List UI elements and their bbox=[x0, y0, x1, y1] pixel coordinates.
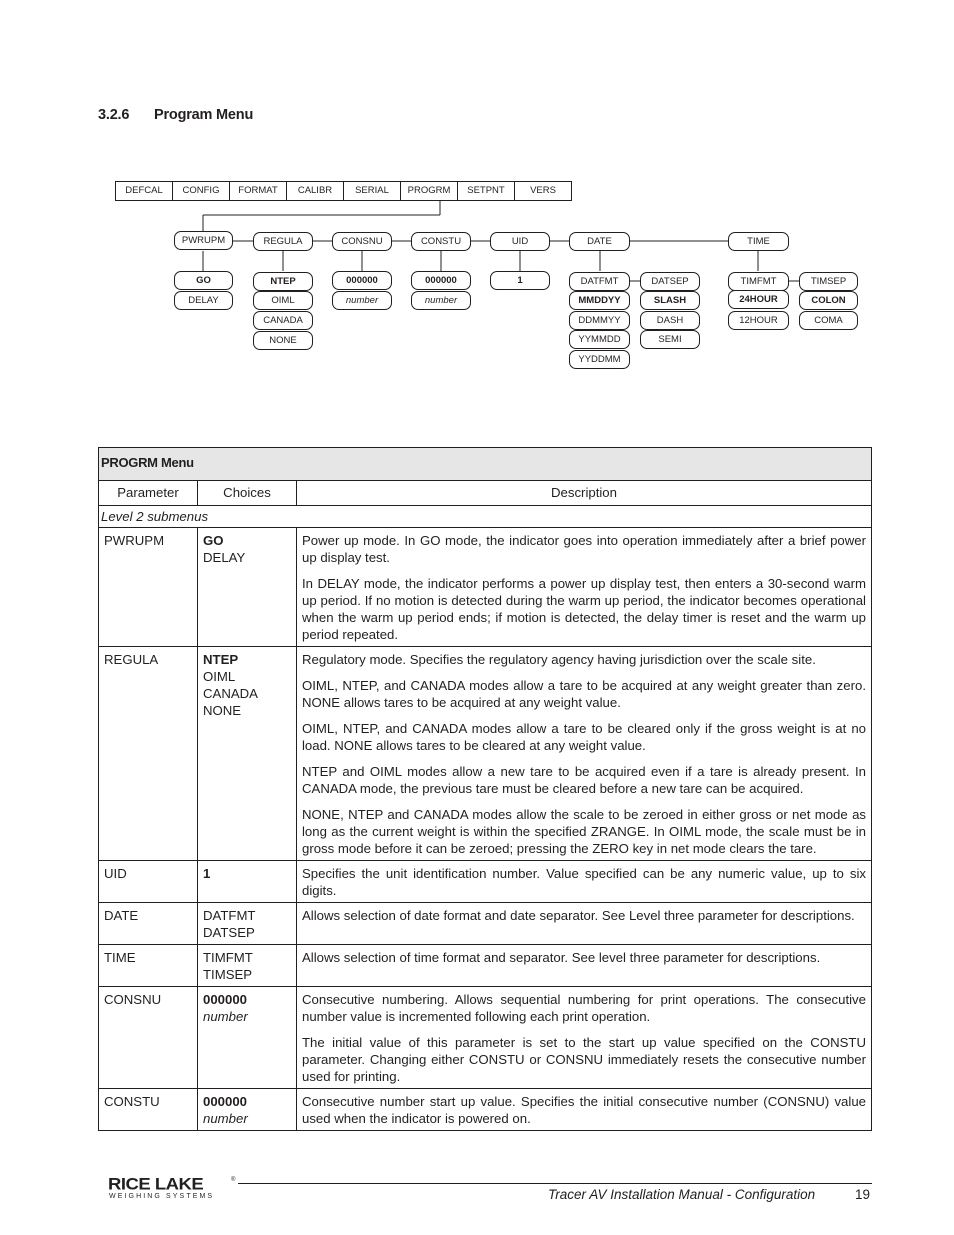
top-menu-progrm: PROGRM bbox=[400, 181, 458, 201]
rice-lake-logo bbox=[108, 1171, 236, 1207]
top-menu-serial: SERIAL bbox=[343, 181, 401, 201]
table-row bbox=[99, 987, 872, 1089]
logo-registered-mark: ® bbox=[231, 1177, 236, 1183]
choice: number bbox=[203, 1111, 248, 1126]
param-cell: DATE bbox=[99, 903, 198, 945]
description-cell bbox=[297, 987, 872, 1089]
choice: DELAY bbox=[203, 550, 246, 565]
choice: TIMSEP bbox=[203, 967, 253, 982]
section-title: Program Menu bbox=[154, 107, 254, 123]
logo-brand-text: RICE LAKE bbox=[108, 1174, 204, 1193]
node-timfmt-24hour: 24HOUR bbox=[728, 290, 789, 309]
progrm-menu-table bbox=[98, 447, 872, 1131]
table-row bbox=[99, 861, 872, 903]
node-pwrupm: PWRUPM bbox=[174, 231, 233, 250]
node-timsep-colon: COLON bbox=[799, 291, 858, 310]
node-consnu-number: number bbox=[332, 291, 392, 310]
table-row bbox=[99, 903, 872, 945]
choice: 1 bbox=[203, 866, 211, 881]
description-cell bbox=[297, 903, 872, 945]
node-datsep-dash: DASH bbox=[640, 311, 700, 330]
param-cell: CONSNU bbox=[99, 987, 198, 1089]
choice: NTEP bbox=[203, 652, 239, 667]
choice: GO bbox=[203, 533, 224, 548]
footer-manual-title: Tracer AV Installation Manual - Configuration bbox=[548, 1187, 816, 1202]
node-timfmt: TIMFMT bbox=[728, 272, 789, 291]
description-text: The initial value of this parameter is set to the start up value specified on the CONSTU parameter. Changing either CONSTU or CONSNU immediately resets the consecutive number used for printing. bbox=[302, 1035, 866, 1084]
choice: number bbox=[203, 1009, 248, 1024]
choice: 000000 bbox=[203, 1094, 248, 1109]
node-regula-none: NONE bbox=[253, 331, 313, 350]
node-uid: UID bbox=[490, 232, 550, 251]
node-consnu-default: 000000 bbox=[332, 271, 392, 290]
node-constu: CONSTU bbox=[411, 232, 471, 251]
top-menu-bar bbox=[116, 181, 572, 201]
node-datfmt-yyddmm: YYDDMM bbox=[569, 350, 630, 369]
choice: DATFMT bbox=[203, 908, 256, 923]
description-text: NONE, NTEP and CANADA modes allow the scale to be zeroed in either gross or net mode as long as the current weight is within the specified ZRANGE. In OIML mode, the scale must be in gross mode before it can be zeroed; pressing the ZERO key in net mode clears the tare. bbox=[302, 807, 866, 856]
node-uid-default: 1 bbox=[490, 271, 550, 290]
choices-cell bbox=[198, 647, 297, 861]
description-text: In DELAY mode, the indicator performs a power up display test, then enters a 30-second warm up period. If no motion is detected during the warm up period, the indicator becomes operational when the warm up period ends; if motion is detected, the delay timer is reset and the warm up period repeated. bbox=[302, 576, 866, 642]
node-pwrupm-go: GO bbox=[174, 271, 233, 290]
choice: TIMFMT bbox=[203, 950, 253, 965]
description-text: Allows selection of date format and date separator. See Level three parameter for descriptions. bbox=[302, 908, 855, 923]
footer-rule bbox=[238, 1183, 872, 1184]
logo-subtext: WEIGHING SYSTEMS bbox=[109, 1193, 215, 1200]
description-text: Power up mode. In GO mode, the indicator goes into operation immediately after a brief power up display test. bbox=[302, 533, 866, 565]
choice: OIML bbox=[203, 669, 236, 684]
level-label: Level 2 submenus bbox=[99, 506, 872, 528]
node-regula-oiml: OIML bbox=[253, 291, 313, 310]
node-constu-number: number bbox=[411, 291, 471, 310]
top-menu-config: CONFIG bbox=[172, 181, 230, 201]
param-cell: CONSTU bbox=[99, 1089, 198, 1131]
node-timfmt-12hour: 12HOUR bbox=[728, 311, 789, 330]
choices-cell bbox=[198, 528, 297, 647]
menu-diagram bbox=[0, 0, 954, 400]
choice: 000000 bbox=[203, 992, 248, 1007]
node-datfmt-mmddyy: MMDDYY bbox=[569, 291, 630, 310]
column-header-description: Description bbox=[297, 481, 872, 506]
column-header-parameter: Parameter bbox=[99, 481, 198, 506]
description-cell bbox=[297, 647, 872, 861]
description-text: Specifies the unit identification number. Value specified can be any numeric value, up to six digits. bbox=[302, 866, 866, 898]
node-datsep: DATSEP bbox=[640, 272, 700, 291]
table-row bbox=[99, 647, 872, 861]
node-timsep: TIMSEP bbox=[799, 272, 858, 291]
node-constu-default: 000000 bbox=[411, 271, 471, 290]
node-regula-canada: CANADA bbox=[253, 311, 313, 330]
node-consnu: CONSNU bbox=[332, 232, 392, 251]
description-cell bbox=[297, 861, 872, 903]
param-cell: UID bbox=[99, 861, 198, 903]
top-menu-calibr: CALIBR bbox=[286, 181, 344, 201]
node-datfmt: DATFMT bbox=[569, 272, 630, 291]
node-datsep-slash: SLASH bbox=[640, 291, 700, 310]
section-number: 3.2.6 bbox=[98, 107, 130, 123]
page-number: 19 bbox=[855, 1187, 871, 1202]
top-menu-defcal: DEFCAL bbox=[115, 181, 173, 201]
node-datfmt-ddmmyy: DDMMYY bbox=[569, 311, 630, 330]
table-row bbox=[99, 1089, 872, 1131]
node-timsep-coma: COMA bbox=[799, 311, 858, 330]
table-title: PROGRM Menu bbox=[99, 448, 872, 481]
node-regula-ntep: NTEP bbox=[253, 272, 313, 291]
node-date: DATE bbox=[569, 232, 630, 251]
description-text: Consecutive numbering. Allows sequential numbering for print operations. The consecutive number value is incremented following each print operation. bbox=[302, 992, 866, 1024]
column-header-choices: Choices bbox=[198, 481, 297, 506]
top-menu-setpnt: SETPNT bbox=[457, 181, 515, 201]
description-cell bbox=[297, 945, 872, 987]
description-cell bbox=[297, 1089, 872, 1131]
table-row bbox=[99, 528, 872, 647]
node-datfmt-yymmdd: YYMMDD bbox=[569, 330, 630, 349]
choices-cell bbox=[198, 987, 297, 1089]
node-pwrupm-delay: DELAY bbox=[174, 291, 233, 310]
choices-cell bbox=[198, 1089, 297, 1131]
description-text: Allows selection of time format and separator. See level three parameter for descriptions. bbox=[302, 950, 821, 965]
choices-cell bbox=[198, 903, 297, 945]
choice: DATSEP bbox=[203, 925, 255, 940]
node-regula: REGULA bbox=[253, 232, 313, 251]
choices-cell bbox=[198, 945, 297, 987]
description-text: NTEP and OIML modes allow a new tare to be acquired even if a tare is already present. In CANADA mode, the previous tare must be cleared before a new tare can be acquired. bbox=[302, 764, 866, 796]
description-text: OIML, NTEP, and CANADA modes allow a tare to be acquired at any weight greater than zero. NONE allows tares to be acquired at any weight value. bbox=[302, 678, 866, 710]
param-cell: REGULA bbox=[99, 647, 198, 861]
choice: CANADA bbox=[203, 686, 258, 701]
description-cell bbox=[297, 528, 872, 647]
description-text: Consecutive number start up value. Specifies the initial consecutive number (CONSNU) value used when the indicator is powered on. bbox=[302, 1094, 866, 1126]
choices-cell bbox=[198, 861, 297, 903]
choice: NONE bbox=[203, 703, 242, 718]
description-text: OIML, NTEP, and CANADA modes allow a tare to be cleared only if the gross weight is at no load. NONE allows tares to be cleared at any weight value. bbox=[302, 721, 866, 753]
node-datsep-semi: SEMI bbox=[640, 330, 700, 349]
description-text: Regulatory mode. Specifies the regulatory agency having jurisdiction over the scale site. bbox=[302, 652, 816, 667]
param-cell: PWRUPM bbox=[99, 528, 198, 647]
node-time: TIME bbox=[728, 232, 789, 251]
top-menu-vers: VERS bbox=[514, 181, 572, 201]
top-menu-format: FORMAT bbox=[229, 181, 287, 201]
param-cell: TIME bbox=[99, 945, 198, 987]
table-row bbox=[99, 945, 872, 987]
